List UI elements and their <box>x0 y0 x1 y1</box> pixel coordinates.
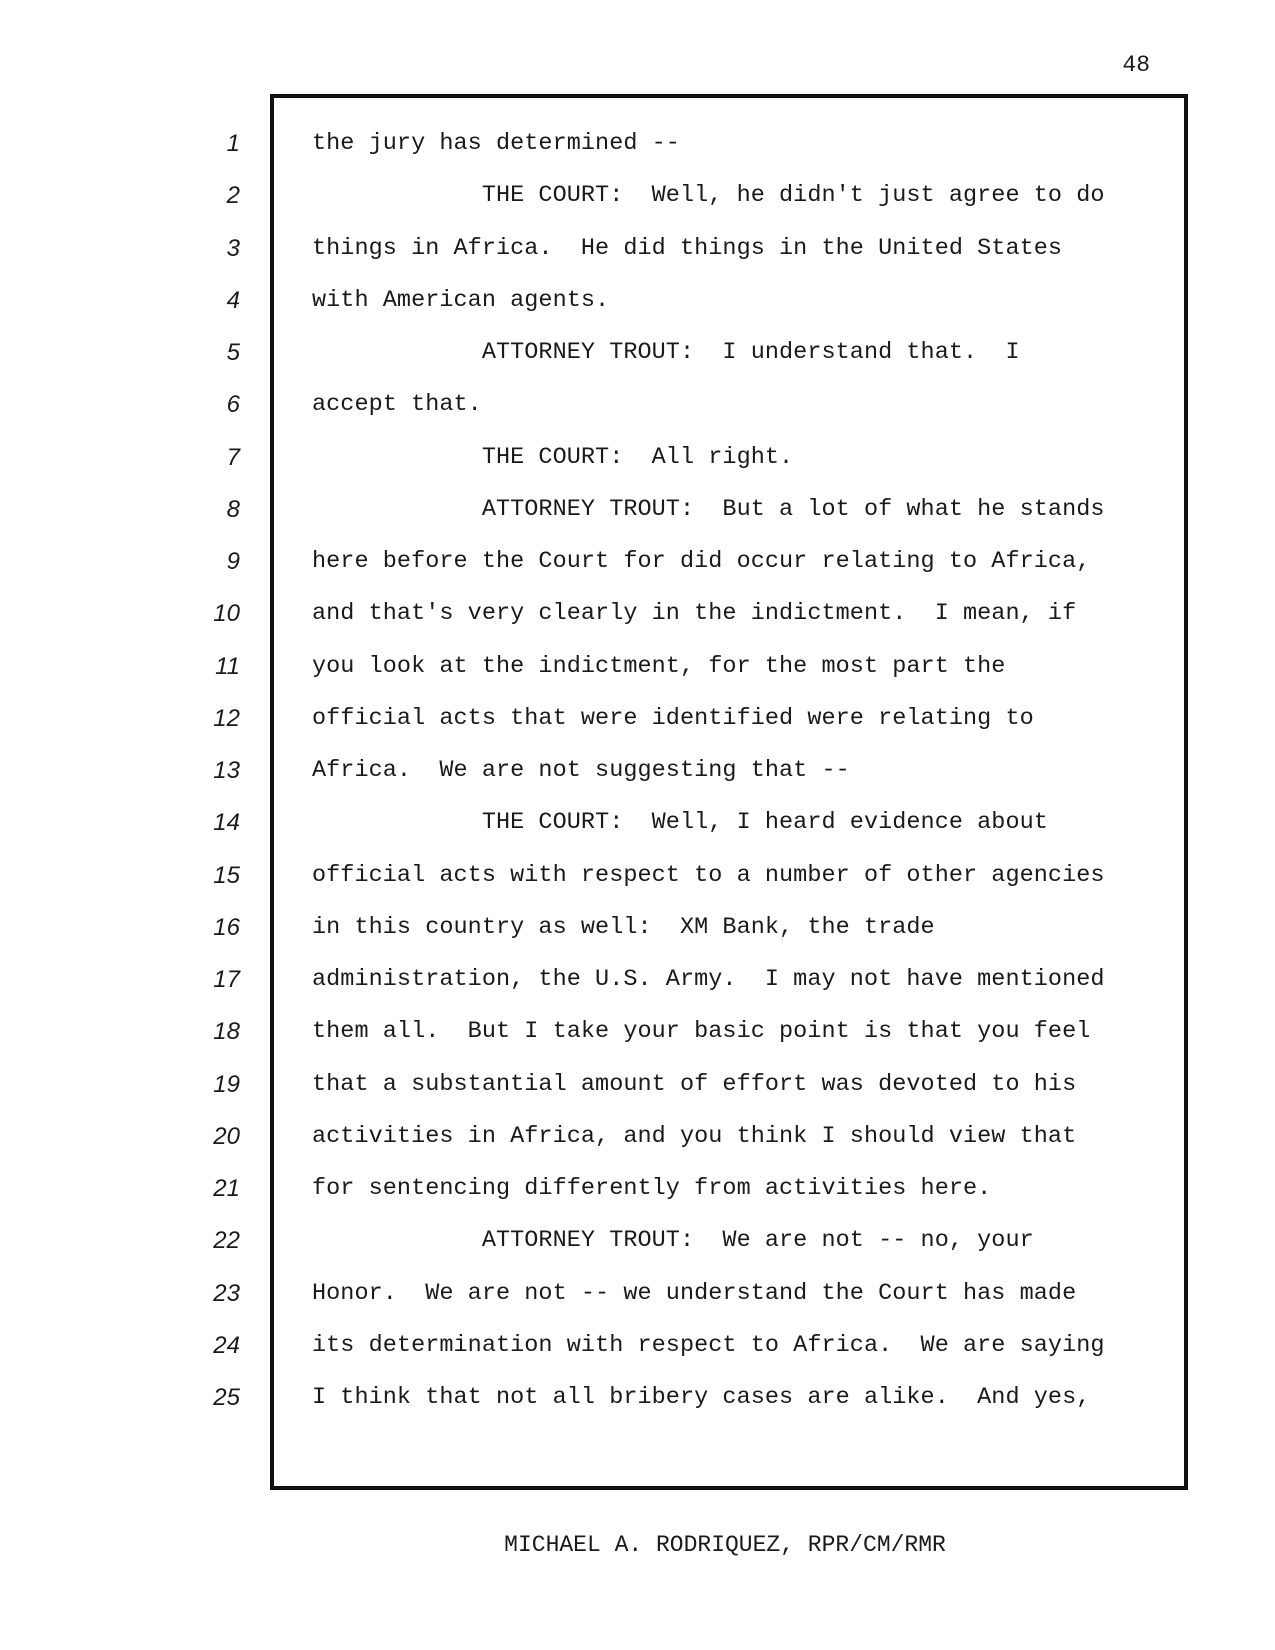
transcript-line: THE COURT: Well, I heard evidence about <box>312 809 1048 836</box>
line-number: 24 <box>213 1332 240 1359</box>
page-number: 48 <box>1122 52 1150 78</box>
transcript-line: THE COURT: Well, he didn't just agree to do <box>312 182 1105 209</box>
transcript-line: official acts that were identified were relating to <box>312 705 1034 732</box>
line-number: 17 <box>213 966 240 993</box>
transcript-line: that a substantial amount of effort was devoted to his <box>312 1071 1077 1098</box>
transcript-line: ATTORNEY TROUT: We are not -- no, your <box>312 1227 1034 1254</box>
court-reporter-footer: MICHAEL A. RODRIQUEZ, RPR/CM/RMR <box>504 1532 946 1558</box>
line-number: 21 <box>213 1175 240 1202</box>
transcript-line: and that's very clearly in the indictment. I mean, if <box>312 600 1077 627</box>
transcript-line: administration, the U.S. Army. I may not have mentioned <box>312 966 1105 993</box>
line-number: 25 <box>213 1384 240 1411</box>
transcript-line: them all. But I take your basic point is that you feel <box>312 1018 1091 1045</box>
transcript-line: accept that. <box>312 391 482 418</box>
transcript-line: in this country as well: XM Bank, the trade <box>312 914 935 941</box>
line-number: 3 <box>226 235 240 262</box>
line-number: 23 <box>213 1280 240 1307</box>
line-number: 11 <box>215 653 240 680</box>
line-number: 13 <box>213 757 240 784</box>
line-number: 12 <box>213 705 240 732</box>
transcript-line: Honor. We are not -- we understand the Court has made <box>312 1280 1077 1307</box>
transcript-line: Africa. We are not suggesting that -- <box>312 757 850 784</box>
line-number: 10 <box>213 600 240 627</box>
transcript-line: with American agents. <box>312 287 610 314</box>
line-number: 1 <box>226 130 240 157</box>
transcript-line: ATTORNEY TROUT: I understand that. I <box>312 339 1020 366</box>
transcript-line: you look at the indictment, for the most part the <box>312 653 1006 680</box>
line-number: 20 <box>213 1123 240 1150</box>
transcript-line: THE COURT: All right. <box>312 444 794 471</box>
line-number: 19 <box>213 1071 240 1098</box>
line-number: 18 <box>213 1018 240 1045</box>
line-number: 9 <box>226 548 240 575</box>
transcript-line: official acts with respect to a number of other agencies <box>312 862 1105 889</box>
transcript-line: here before the Court for did occur relating to Africa, <box>312 548 1091 575</box>
transcript-line: I think that not all bribery cases are alike. And yes, <box>312 1384 1091 1411</box>
line-number: 14 <box>213 809 240 836</box>
line-number: 7 <box>226 444 240 471</box>
line-number: 5 <box>226 339 240 366</box>
transcript-line: things in Africa. He did things in the United States <box>312 235 1063 262</box>
line-number: 15 <box>213 862 240 889</box>
transcript-line: for sentencing differently from activities here. <box>312 1175 992 1202</box>
line-number: 6 <box>226 391 240 418</box>
line-number: 8 <box>226 496 240 523</box>
transcript-line: ATTORNEY TROUT: But a lot of what he stands <box>312 496 1105 523</box>
transcript-line: activities in Africa, and you think I should view that <box>312 1123 1077 1150</box>
transcript-line: its determination with respect to Africa. We are saying <box>312 1332 1105 1359</box>
transcript-line: the jury has determined -- <box>312 130 680 157</box>
line-number: 2 <box>226 182 240 209</box>
line-number: 16 <box>213 914 240 941</box>
line-number: 22 <box>213 1227 240 1254</box>
line-number: 4 <box>226 287 240 314</box>
